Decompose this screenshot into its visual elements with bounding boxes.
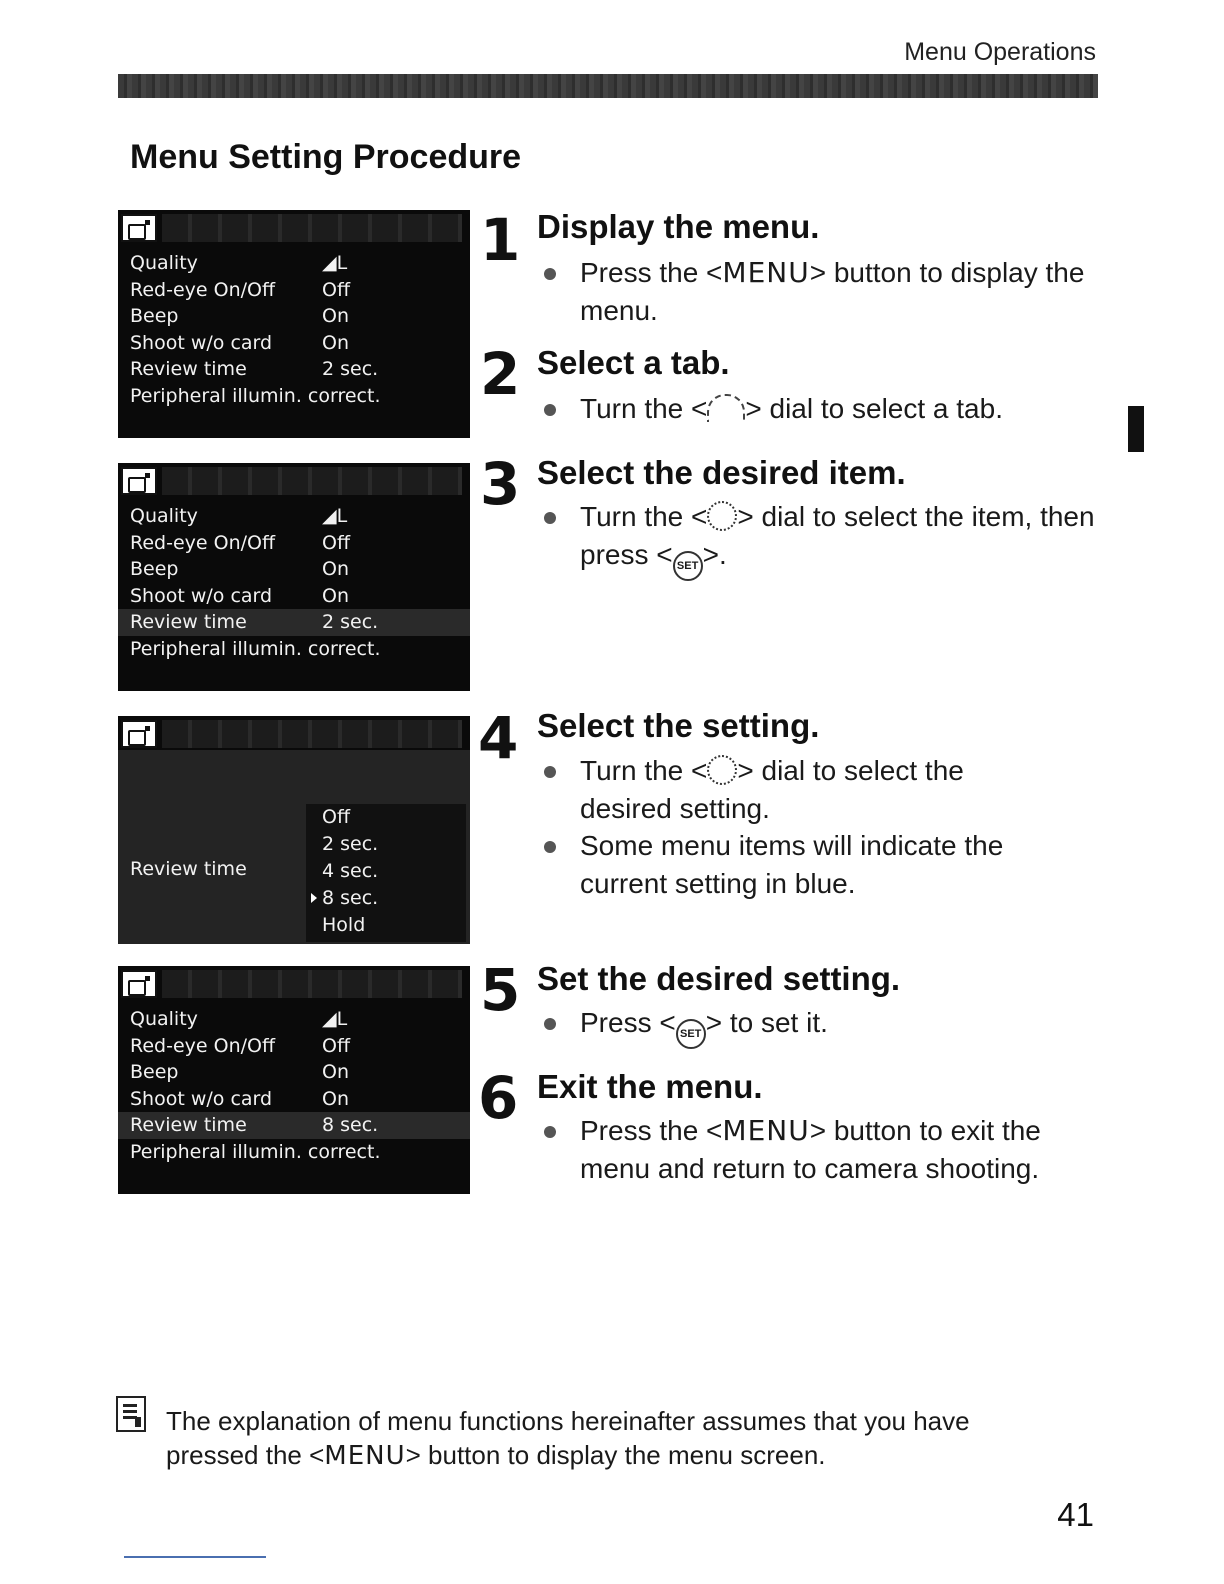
menu-row-label: Peripheral illumin. correct.	[130, 637, 381, 660]
step-number: 2	[480, 340, 521, 408]
menu-row-label: Quality	[130, 1008, 198, 1030]
menu-row	[130, 530, 470, 557]
menu-row-label: Peripheral illumin. correct.	[130, 1140, 381, 1163]
thumb-index-mark	[1128, 406, 1144, 452]
tab-strip	[162, 720, 462, 748]
menu-row	[130, 1086, 470, 1113]
menu-row	[118, 1112, 470, 1139]
running-header: Menu Operations	[904, 38, 1096, 66]
menu-row-label: Peripheral illumin. correct.	[130, 384, 381, 407]
menu-row	[130, 277, 470, 304]
setting-option: 4 sec.	[322, 860, 379, 882]
setting-option: 2 sec.	[322, 833, 379, 855]
shooting-tab-icon	[121, 467, 157, 495]
menu-row	[130, 636, 470, 663]
menu-rows	[130, 1006, 470, 1165]
menu-row	[130, 1033, 470, 1060]
menu-button-label: MENU	[324, 1441, 406, 1471]
menu-row-value: 8 sec.	[322, 1114, 379, 1136]
tab-strip	[162, 214, 462, 242]
step-number: 5	[480, 956, 521, 1024]
menu-row-value: On	[322, 331, 349, 354]
header-bar	[118, 74, 1098, 98]
step-bullet: Some menu items will indicate the current setting in blue.	[580, 827, 1080, 903]
menu-row-label: Red-eye On/Off	[130, 531, 276, 554]
step-number: 4	[478, 704, 519, 772]
menu-row-label: Quality	[130, 505, 198, 527]
step-bullet: Turn the < > dial to select the item, then press < SET >.	[580, 498, 1100, 581]
menu-row-label: Shoot w/o card	[130, 331, 273, 354]
shooting-tab-icon	[121, 214, 157, 242]
main-dial-icon	[707, 394, 745, 422]
menu-row	[130, 1006, 470, 1033]
menu-row-value: Off	[322, 278, 351, 301]
menu-row-value: On	[322, 305, 349, 327]
menu-row	[130, 383, 470, 410]
note-text: The explanation of menu functions hereinafter assumes that you have pressed the <MENU> button to display the menu screen.	[166, 1406, 970, 1471]
step-bullet: Press < SET > to set it.	[580, 1004, 1100, 1049]
set-button-icon: SET	[673, 551, 703, 581]
step-title: Select the desired item.	[537, 454, 906, 491]
menu-row-value: ◢L	[322, 1008, 348, 1030]
menu-tabs	[118, 463, 470, 497]
setting-option: 8 sec.	[306, 885, 466, 912]
menu-row-value: 2 sec.	[322, 358, 379, 380]
step-number: 3	[480, 450, 521, 518]
menu-row	[130, 330, 470, 357]
setting-option: Off	[322, 806, 351, 828]
menu-row	[130, 556, 470, 583]
lcd-screen-3	[118, 716, 470, 944]
quick-control-dial-icon	[707, 501, 737, 531]
menu-row	[130, 1059, 470, 1086]
page-number: 41	[1057, 1496, 1094, 1533]
menu-row-label: Beep	[130, 305, 179, 327]
menu-row-value: On	[322, 584, 349, 607]
menu-row-label: Beep	[130, 1061, 179, 1083]
menu-row-value: On	[322, 558, 349, 580]
step-number: 1	[480, 206, 521, 274]
menu-row-label: Shoot w/o card	[130, 1087, 273, 1110]
step-title: Select the setting.	[537, 707, 820, 744]
step-title: Set the desired setting.	[537, 960, 901, 997]
menu-tabs	[118, 210, 470, 244]
shooting-tab-icon	[121, 970, 157, 998]
setting-label: Review time	[130, 858, 247, 880]
lcd-screen-2	[118, 463, 470, 691]
memo-icon	[116, 1396, 146, 1432]
menu-row-label: Quality	[130, 252, 198, 274]
step-bullet: Turn the < > dial to select a tab.	[580, 390, 1100, 428]
menu-row-value: On	[322, 1087, 349, 1110]
menu-tabs	[118, 716, 470, 750]
menu-row	[118, 609, 470, 636]
step-title: Exit the menu.	[537, 1068, 763, 1105]
menu-row-value: Off	[322, 531, 351, 554]
step-bullet: Press the <MENU> button to exit the menu and return to camera shooting.	[580, 1112, 1100, 1188]
menu-row-label: Review time	[130, 1114, 247, 1136]
menu-row-label: Review time	[130, 611, 247, 633]
set-button-icon: SET	[676, 1019, 706, 1049]
step-bullet: Press the <MENU> button to display the menu.	[580, 254, 1100, 330]
menu-rows	[130, 250, 470, 409]
menu-row	[130, 303, 470, 330]
menu-row-value: 2 sec.	[322, 611, 379, 633]
menu-row-label: Red-eye On/Off	[130, 1034, 276, 1057]
menu-button-label: MENU	[722, 1114, 810, 1147]
menu-rows	[130, 503, 470, 662]
step-number: 6	[478, 1064, 519, 1132]
menu-row	[130, 583, 470, 610]
setting-options	[306, 804, 466, 942]
menu-row-label: Shoot w/o card	[130, 584, 273, 607]
menu-tabs	[118, 966, 470, 1000]
menu-row	[130, 503, 470, 530]
setting-option: Hold	[322, 914, 366, 936]
quick-control-dial-icon	[707, 755, 737, 785]
menu-row-value: ◢L	[322, 252, 348, 274]
shooting-tab-icon	[121, 720, 157, 748]
menu-row-label: Red-eye On/Off	[130, 278, 276, 301]
menu-row-label: Beep	[130, 558, 179, 580]
step-title: Select a tab.	[537, 344, 730, 381]
menu-row	[130, 356, 470, 383]
footer-line	[124, 1556, 266, 1558]
menu-row-value: On	[322, 1061, 349, 1083]
lcd-screen-4	[118, 966, 470, 1194]
menu-row-label: Review time	[130, 358, 247, 380]
tab-strip	[162, 467, 462, 495]
step-bullet: Turn the < > dial to select the desired setting.	[580, 752, 1060, 828]
step-title: Display the menu.	[537, 208, 820, 245]
menu-row-value: ◢L	[322, 505, 348, 527]
menu-row	[130, 1139, 470, 1166]
lcd-screen-1	[118, 210, 470, 438]
menu-button-label: MENU	[722, 256, 810, 289]
menu-row-value: Off	[322, 1034, 351, 1057]
tab-strip	[162, 970, 462, 998]
section-title: Menu Setting Procedure	[130, 138, 522, 176]
menu-row	[130, 250, 470, 277]
